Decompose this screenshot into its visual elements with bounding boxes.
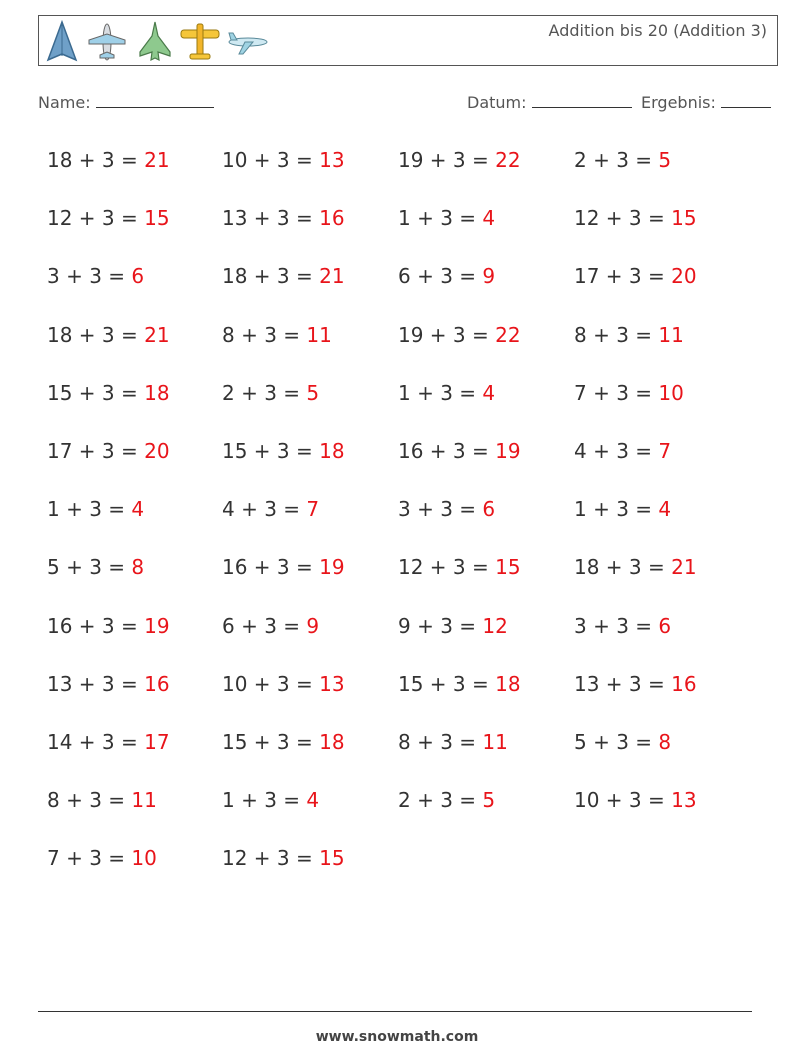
problem-item xyxy=(222,439,345,463)
problem-item xyxy=(398,672,521,696)
problem-expression: 6 + 3 = xyxy=(222,613,307,638)
problem-expression: 6 + 3 = xyxy=(398,264,483,289)
problem-item xyxy=(47,846,157,870)
problem-expression: 18 + 3 = xyxy=(47,148,145,172)
problem-answer: 9 xyxy=(482,264,496,289)
problem-answer: 19 xyxy=(144,613,170,638)
problem-answer: 5 xyxy=(482,788,496,813)
problem-expression: 12 + 3 = xyxy=(398,555,496,580)
problem-item xyxy=(398,381,495,405)
problem-answer: 22 xyxy=(495,148,521,172)
problem-expression: 15 + 3 = xyxy=(47,380,145,405)
result-label: Ergebnis: xyxy=(641,93,716,112)
problem-item xyxy=(47,614,170,638)
problem-expression: 4 + 3 = xyxy=(574,439,659,463)
jet-plane-icon xyxy=(45,20,79,64)
problem-item xyxy=(222,846,345,870)
date-field[interactable] xyxy=(467,93,632,112)
problem-answer: 15 xyxy=(144,206,170,231)
problem-item xyxy=(398,323,521,347)
problem-expression: 8 + 3 = xyxy=(398,730,483,754)
fighter-jet-icon xyxy=(137,20,173,64)
problem-expression: 15 + 3 = xyxy=(222,439,320,463)
problem-expression: 8 + 3 = xyxy=(574,322,659,347)
problem-answer: 11 xyxy=(131,788,157,813)
problem-answer: 11 xyxy=(306,322,332,347)
problem-expression: 13 + 3 = xyxy=(222,206,320,231)
problem-expression: 17 + 3 = xyxy=(47,439,145,463)
problem-expression: 17 + 3 = xyxy=(574,264,672,289)
problem-expression: 5 + 3 = xyxy=(574,730,659,754)
name-field[interactable] xyxy=(38,93,214,112)
problem-answer: 4 xyxy=(482,206,496,231)
problem-item xyxy=(398,497,495,521)
problem-item xyxy=(47,672,170,696)
problem-answer: 15 xyxy=(671,206,697,231)
problem-answer: 6 xyxy=(482,497,496,522)
name-line[interactable] xyxy=(96,93,214,108)
problem-item xyxy=(47,206,170,230)
passenger-plane-icon xyxy=(227,20,269,64)
problem-expression: 16 + 3 = xyxy=(47,613,145,638)
problem-answer: 21 xyxy=(319,264,345,289)
problem-answer: 13 xyxy=(319,148,345,172)
problem-answer: 13 xyxy=(671,788,697,813)
problem-expression: 15 + 3 = xyxy=(222,730,320,754)
problem-item xyxy=(47,497,144,521)
problem-item xyxy=(574,497,671,521)
problem-answer: 16 xyxy=(144,671,170,696)
page-title: Addition bis 20 (Addition 3) xyxy=(548,21,767,40)
problem-item xyxy=(222,206,345,230)
problem-answer: 11 xyxy=(482,730,508,754)
problem-answer: 16 xyxy=(319,206,345,231)
problem-item xyxy=(222,323,332,347)
problem-expression: 10 + 3 = xyxy=(222,148,320,172)
problem-expression: 7 + 3 = xyxy=(574,380,659,405)
problem-expression: 2 + 3 = xyxy=(398,788,483,813)
problem-item xyxy=(398,788,495,812)
airliner-icon xyxy=(87,20,127,64)
result-field[interactable] xyxy=(641,93,771,112)
problem-answer: 15 xyxy=(495,555,521,580)
problem-item xyxy=(574,323,684,347)
problem-answer: 12 xyxy=(482,613,508,638)
problem-item xyxy=(222,148,345,172)
problem-item xyxy=(222,497,319,521)
problem-expression: 15 + 3 = xyxy=(398,671,496,696)
header-box xyxy=(38,15,778,66)
problem-expression: 13 + 3 = xyxy=(574,671,672,696)
problem-expression: 12 + 3 = xyxy=(222,846,320,871)
problem-expression: 12 + 3 = xyxy=(47,206,145,231)
problem-item xyxy=(47,730,170,754)
problem-item xyxy=(574,672,697,696)
problem-item xyxy=(574,264,697,288)
problem-answer: 18 xyxy=(144,380,170,405)
problem-item xyxy=(574,730,671,754)
problem-answer: 19 xyxy=(319,555,345,580)
problem-expression: 16 + 3 = xyxy=(398,439,496,463)
problem-item xyxy=(222,264,345,288)
problem-expression: 10 + 3 = xyxy=(222,671,320,696)
problem-answer: 13 xyxy=(319,671,345,696)
problem-answer: 11 xyxy=(658,322,684,347)
problem-item xyxy=(222,730,345,754)
problem-item xyxy=(398,206,495,230)
problem-expression: 4 + 3 = xyxy=(222,497,307,522)
problem-item xyxy=(47,148,170,172)
problem-answer: 4 xyxy=(482,380,496,405)
problem-expression: 2 + 3 = xyxy=(222,380,307,405)
problem-answer: 18 xyxy=(319,730,345,754)
problem-expression: 13 + 3 = xyxy=(47,671,145,696)
problem-answer: 18 xyxy=(495,671,521,696)
biplane-icon xyxy=(179,20,221,64)
problem-answer: 8 xyxy=(658,730,672,754)
problem-item xyxy=(47,381,170,405)
problem-expression: 2 + 3 = xyxy=(574,148,659,172)
problem-item xyxy=(222,555,345,579)
problem-answer: 4 xyxy=(306,788,320,813)
problem-answer: 6 xyxy=(131,264,145,289)
problem-expression: 7 + 3 = xyxy=(47,846,132,871)
problem-answer: 16 xyxy=(671,671,697,696)
problem-expression: 1 + 3 = xyxy=(47,497,132,522)
problem-expression: 18 + 3 = xyxy=(222,264,320,289)
date-label: Datum: xyxy=(467,93,527,112)
problem-answer: 6 xyxy=(658,613,672,638)
problem-answer: 19 xyxy=(495,439,521,463)
problem-answer: 22 xyxy=(495,322,521,347)
problem-expression: 1 + 3 = xyxy=(398,380,483,405)
problem-expression: 14 + 3 = xyxy=(47,730,145,754)
problem-item xyxy=(574,614,671,638)
problem-answer: 21 xyxy=(144,322,170,347)
problem-expression: 3 + 3 = xyxy=(47,264,132,289)
problem-expression: 3 + 3 = xyxy=(574,613,659,638)
problem-answer: 21 xyxy=(144,148,170,172)
problem-expression: 8 + 3 = xyxy=(222,322,307,347)
problem-expression: 10 + 3 = xyxy=(574,788,672,813)
result-line[interactable] xyxy=(721,93,771,108)
problem-expression: 18 + 3 = xyxy=(47,322,145,347)
problem-expression: 1 + 3 = xyxy=(398,206,483,231)
problem-item xyxy=(47,555,144,579)
problem-item xyxy=(398,614,508,638)
problem-item xyxy=(222,381,319,405)
problem-item xyxy=(574,555,697,579)
problem-item xyxy=(47,323,170,347)
problem-answer: 5 xyxy=(306,380,320,405)
problem-answer: 17 xyxy=(144,730,170,754)
problem-expression: 9 + 3 = xyxy=(398,613,483,638)
problem-answer: 8 xyxy=(131,555,145,580)
problem-item xyxy=(574,148,671,172)
problem-item xyxy=(574,381,684,405)
problem-item xyxy=(222,672,345,696)
problem-item xyxy=(574,788,697,812)
problem-answer: 10 xyxy=(131,846,157,871)
problem-answer: 20 xyxy=(144,439,170,463)
problem-expression: 12 + 3 = xyxy=(574,206,672,231)
problem-item xyxy=(47,439,170,463)
problem-item xyxy=(398,555,521,579)
problem-item xyxy=(574,439,671,463)
problem-answer: 20 xyxy=(671,264,697,289)
problem-expression: 3 + 3 = xyxy=(398,497,483,522)
problem-item xyxy=(574,206,697,230)
problem-answer: 5 xyxy=(658,148,672,172)
problem-answer: 9 xyxy=(306,613,320,638)
problem-expression: 1 + 3 = xyxy=(574,497,659,522)
problem-answer: 18 xyxy=(319,439,345,463)
problem-item xyxy=(398,730,508,754)
problem-answer: 4 xyxy=(131,497,145,522)
problem-item xyxy=(398,439,521,463)
problem-item xyxy=(47,264,144,288)
problem-answer: 15 xyxy=(319,846,345,871)
problem-expression: 19 + 3 = xyxy=(398,322,496,347)
problem-expression: 19 + 3 = xyxy=(398,148,496,172)
problem-item xyxy=(398,148,521,172)
problem-item xyxy=(222,614,319,638)
problem-answer: 7 xyxy=(658,439,672,463)
footer-url: www.snowmath.com xyxy=(315,1029,479,1045)
problem-answer: 10 xyxy=(658,380,684,405)
problem-item xyxy=(398,264,495,288)
problem-expression: 1 + 3 = xyxy=(222,788,307,813)
problem-expression: 5 + 3 = xyxy=(47,555,132,580)
problem-item xyxy=(222,788,319,812)
problem-answer: 7 xyxy=(306,497,320,522)
date-line[interactable] xyxy=(532,93,632,108)
problem-item xyxy=(47,788,157,812)
name-label: Name: xyxy=(38,93,91,112)
problem-answer: 4 xyxy=(658,497,672,522)
problem-answer: 21 xyxy=(671,555,697,580)
footer-divider xyxy=(38,1011,752,1012)
problem-expression: 18 + 3 = xyxy=(574,555,672,580)
problem-expression: 8 + 3 = xyxy=(47,788,132,813)
problem-expression: 16 + 3 = xyxy=(222,555,320,580)
